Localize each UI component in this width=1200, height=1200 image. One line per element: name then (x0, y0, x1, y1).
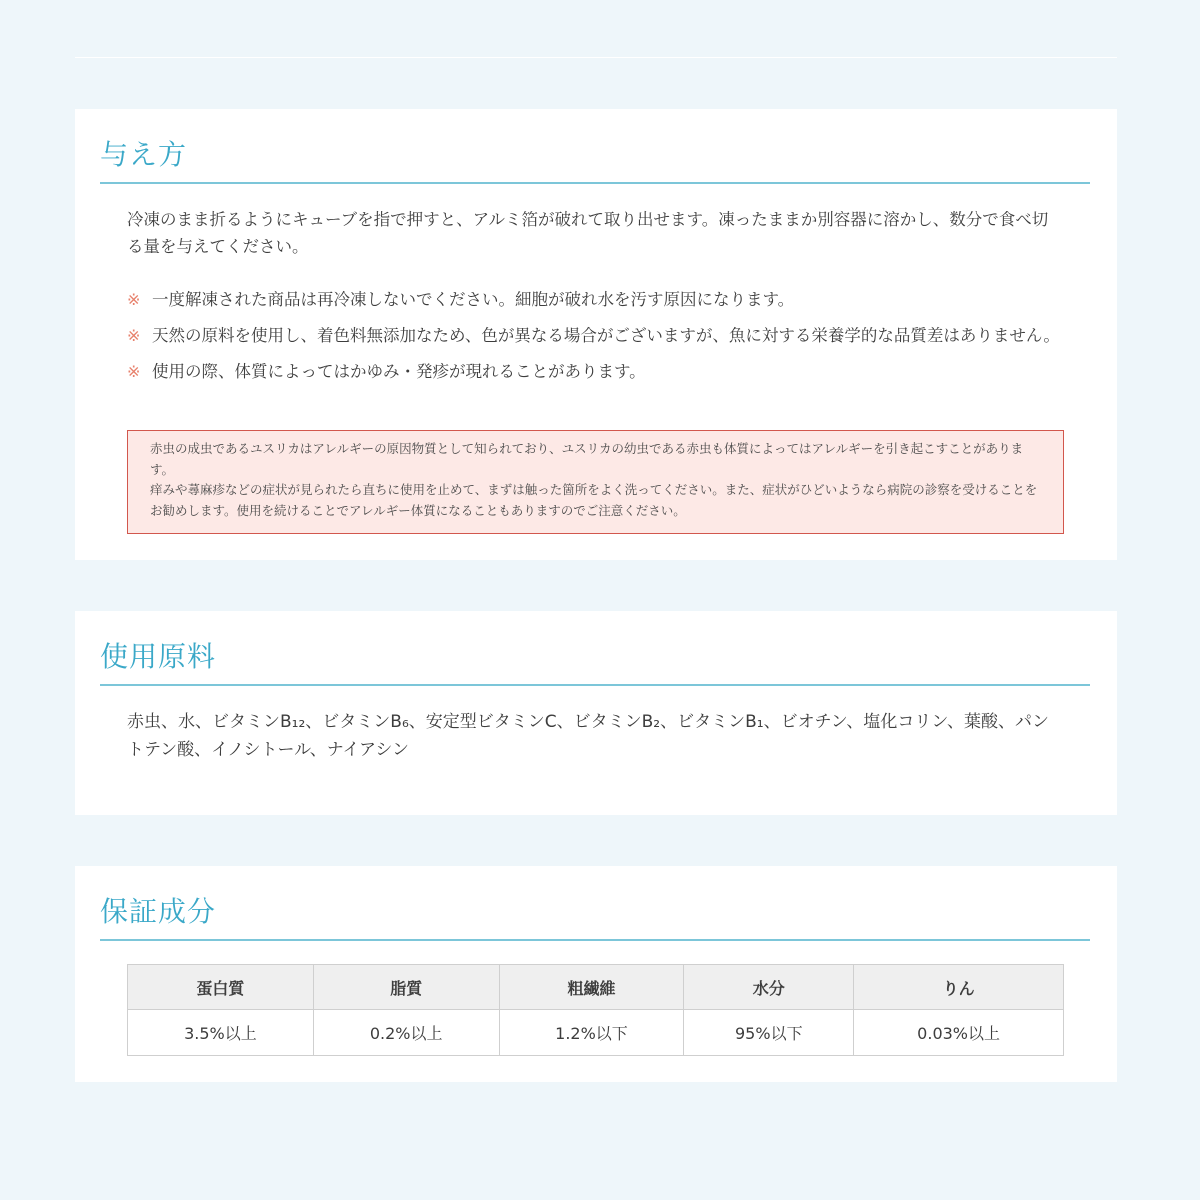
table-header-cell: 水分 (684, 965, 854, 1010)
table-cell: 95%以下 (684, 1010, 854, 1056)
note-item (127, 286, 1065, 313)
ingredients-text: 赤虫、水、ビタミンB₁₂、ビタミンB₆、安定型ビタミンC、ビタミンB₂、ビタミンB₁、ビオチン、塩化コリン、葉酸、パントテン酸、イノシトール、ナイアシン (127, 712, 1050, 760)
table-cell: 0.03%以上 (854, 1010, 1064, 1056)
warning-text: 痒みや蕁麻疹などの症状が見られたら直ちに使用を止めて、まずは触った箇所をよく洗ってください。また、症状がひどいようなら病院の診察を受けることをお勧めします。使用を続けることでアレルギー体質になることもありますのでご注意ください。 (150, 482, 1038, 518)
warning-text: 赤虫の成虫であるユスリカはアレルギーの原因物質として知られており、ユスリカの幼虫である赤虫も体質によってはアレルギーを引き起こすことがあります。 (150, 441, 1024, 477)
analysis-title: 保証成分 (100, 895, 217, 928)
note-text: 一度解凍された商品は再冷凍しないでください。細胞が破れ水を汚す原因になります。 (152, 290, 795, 309)
allergy-warning-box (127, 430, 1064, 534)
table-cell: 0.2%以上 (313, 1010, 499, 1056)
table-header-cell: りん (854, 965, 1064, 1010)
note-item (127, 322, 1065, 349)
note-mark-icon: ※ (127, 290, 141, 309)
feeding-section (75, 109, 1117, 560)
table-cell: 3.5%以上 (128, 1010, 314, 1056)
table-header-row (128, 965, 1064, 1010)
feeding-notes (127, 286, 1065, 394)
feeding-title: 与え方 (100, 138, 188, 171)
analysis-section (75, 866, 1117, 1082)
feeding-description: 冷凍のまま折るようにキューブを指で押すと、アルミ箔が破れて取り出せます。凍ったままか別容器に溶かし、数分で食べ切る量を与えてください。 (127, 210, 1049, 256)
note-text: 天然の原料を使用し、着色料無添加なため、色が異なる場合がございますが、魚に対する栄養学的な品質差はありません。 (152, 326, 1060, 345)
ingredients-section (75, 611, 1117, 815)
table-cell: 1.2%以下 (499, 1010, 684, 1056)
analysis-title-rule (100, 939, 1090, 941)
top-divider (75, 57, 1117, 58)
analysis-table (127, 964, 1064, 1056)
ingredients-title-rule (100, 684, 1090, 686)
table-header-cell: 脂質 (313, 965, 499, 1010)
feeding-title-rule (100, 182, 1090, 184)
note-text: 使用の際、体質によってはかゆみ・発疹が現れることがあります。 (152, 362, 646, 381)
ingredients-title: 使用原料 (100, 640, 217, 673)
note-mark-icon: ※ (127, 326, 141, 345)
table-row (128, 1010, 1064, 1056)
note-item (127, 358, 1065, 385)
note-mark-icon: ※ (127, 362, 141, 381)
table-header-cell: 蛋白質 (128, 965, 314, 1010)
table-header-cell: 粗繊維 (499, 965, 684, 1010)
